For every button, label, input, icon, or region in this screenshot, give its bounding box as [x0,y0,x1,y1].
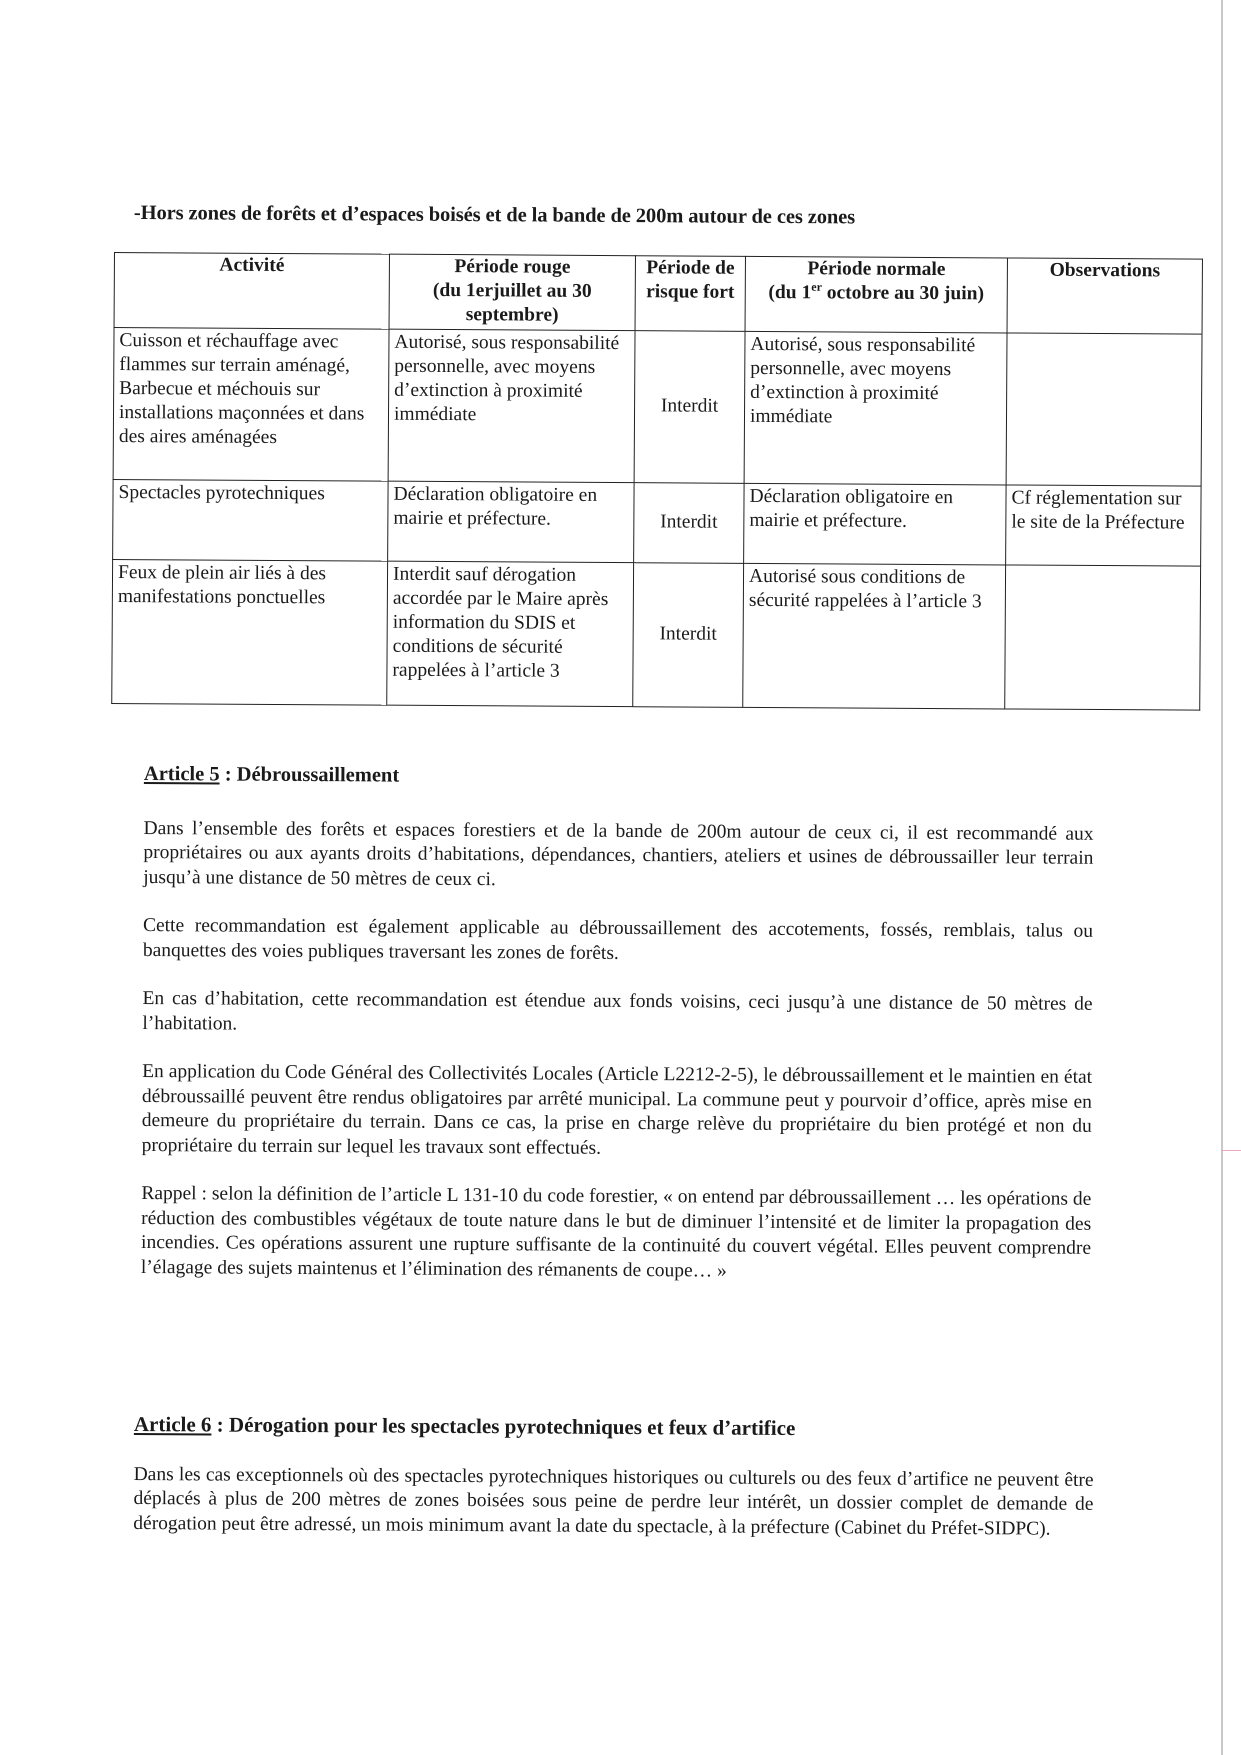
header-periode-normale-title: Période normale [807,258,946,281]
table-row [113,479,1201,566]
table-header-row [114,253,1202,335]
cell-rouge: Interdit sauf dérogation accordée par le Maire après information du SDIS et conditions de sécurité rappelées à l’article 3 [387,561,634,707]
table-row [112,559,1201,710]
article-5 [141,762,1094,1310]
cell-risque: Interdit [634,483,744,564]
cell-risque: Interdit [633,563,744,708]
article-5-heading [144,762,1094,792]
article-5-paragraph: Dans l’ensemble des forêts et espaces forestiers et de la bande de 200m autour de ceux ci, il est recommandé aux propriétaires ou aux ayants droits d’habitations, dépendances, chantiers, ateliers et usines de débroussailler leur terrain jusqu’à une distance de 50 mètres de ceux ci. [143,817,1094,890]
heading-separator: : [219,763,237,786]
cell-normale: Autorisé sous conditions de sécurité rappelées à l’article 3 [743,563,1006,709]
article-5-paragraph: Rappel : selon la définition de l’article L 131-10 du code forestier, « on entend par débroussaillement … les opérations de réduction des combustibles végétaux de toute nature dans le but de diminuer l’intensité et de limiter la propagation des incendies. Ces opérations assurent une rupture suffisante de la continuité du couvert végétal. Elles peuvent comprendre l’élagage des sujets maintenus et l’élimination des rémanents de coupe… » [140,1182,1092,1282]
cell-activite: Feux de plein air liés à des manifestations ponctuelles [112,559,388,705]
cell-observations [1006,333,1202,486]
header-periode-normale [745,256,1007,333]
heading-separator: : [211,1412,230,1437]
cell-rouge: Déclaration obligatoire en mairie et préfecture. [388,481,634,563]
article-6-title: Dérogation pour les spectacles pyrotechniques et feux d’artifice [228,1412,796,1441]
header-observations: Observations [1007,258,1202,334]
article-6-heading [134,1412,1094,1442]
header-periode-rouge-dates: (du 1erjuillet au 30 septembre) [432,279,592,326]
cell-activite: Spectacles pyrotechniques [113,479,388,561]
dates-pre: (du 1 [768,281,812,304]
cell-risque: Interdit [634,331,745,484]
cell-activite: Cuisson et réchauffage avec flammes sur terrain aménagé, Barbecue et méchouis sur installations maçonnées et dans des aires aménagées [113,328,389,482]
article-5-paragraph: En cas d’habitation, cette recommandation est étendue aux fonds voisins, ceci jusqu’à une distance de 50 mètres de l’habitation. [142,987,1093,1035]
header-periode-risque: Période de risque fort [635,256,745,332]
table-row [113,328,1202,487]
header-periode-rouge-title: Période rouge [454,256,571,278]
cell-rouge: Autorisé, sous responsabilité personnelle, avec moyens d’extinction à proximité immédiate [388,329,635,482]
article-5-paragraph: Cette recommandation est également applicable au débroussaillement des accotements, fossés, remblais, talus ou banquettes des voies publiques traversant les zones de forêts. [142,914,1094,964]
article-6-number: Article 6 [133,1412,212,1437]
article-5-paragraph: En application du Code Général des Collectivités Locales (Article L2212-2-5), le débroussaillement et le maintien en état débroussaillé peuvent être rendus obligatoires par arrêté municipal. La commune peut y pourvoir d’office, après mise en demeure du propriétaire du terrain. Dans ce cas, la prise en charge relève du propriétaire du bien protégé et non du propriétaire du terrain sur lequel les travaux sont effectués. [141,1060,1093,1159]
cell-normale: Déclaration obligatoire en mairie et préfecture. [744,483,1006,565]
cell-observations [1005,565,1201,710]
header-activite: Activité [114,253,389,330]
header-periode-normale-dates [768,279,985,305]
scan-edge-mark [1221,1150,1241,1151]
section-intro: -Hors zones de forêts et d’espaces boisés et de la bande de 200m autour de ces zones [133,202,856,229]
dates-post: octobre au 30 juin) [821,282,985,305]
article-6 [133,1412,1094,1542]
article-6-paragraph: Dans les cas exceptionnels où des spectacles pyrotechniques historiques ou culturels ou des feux d’artifice ne peuvent être déplacés à plus de 200 mètres de zones boisées sous peine de perdre leur intérêt, un dossier complet de demande de dérogation peut être adressé, un mois minimum avant la date du spectacle, à la préfecture (Cabinet du Préfet-SIDPC). [133,1463,1094,1540]
cell-observations: Cf réglementation sur le site de la Préfecture [1006,485,1201,566]
regulation-table [111,252,1203,711]
scan-edge-line [1221,0,1223,1755]
cell-normale: Autorisé, sous responsabilité personnelle, avec moyens d’extinction à proximité immédiate [744,331,1007,485]
dates-sup: er [811,279,822,294]
article-5-title: Débroussaillement [236,763,400,787]
header-periode-rouge [389,254,635,331]
article-5-number: Article 5 [143,763,220,786]
